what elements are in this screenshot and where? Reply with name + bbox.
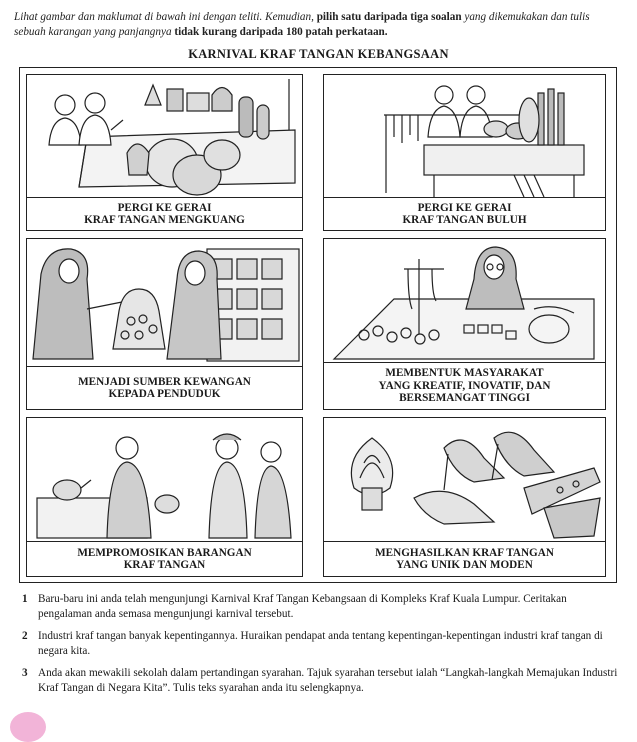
panel-buluh-stall [323,74,606,231]
caption-line: MENJADI SUMBER KEWANGAN [78,375,251,388]
page-corner-mark [10,712,46,742]
caption-line: PERGI KE GERAI [417,201,512,214]
illustration-frame [19,67,617,583]
instruction-text-2: Kemudian, [265,11,314,23]
instruction-text-1: Lihat gambar dan maklumat di bawah ini dengan teliti. [14,11,263,23]
panel-unik-moden [323,417,606,577]
caption-line: PERGI KE GERAI [117,201,212,214]
question-item [22,629,618,658]
caption-line: KEPADA PENDUDUK [108,388,221,400]
mempromosikan-illustration [27,418,304,542]
caption-line: KRAF TANGAN BULUH [402,214,527,226]
caption-line: BERSEMANGAT TINGGI [399,392,530,405]
panel-caption [27,541,302,576]
panel-caption [324,362,605,409]
panel-caption [27,366,302,409]
question-text: Baru-baru ini anda telah mengunjungi Karnival Kraf Tangan Kebangsaan di Kompleks Kraf Kuala Lumpur. Ceritakan pengalaman anda semasa mengunjungi karnival tersebut. [38,593,567,620]
instruction-text-3: yang dikemukakan dan tulis sebuah karangan yang panjangnya [14,11,590,38]
caption-line: MEMPROMOSIKAN BARANGAN [77,546,252,559]
question-item [22,666,618,695]
question-text: Industri kraf tangan banyak kepentingannya. Huraikan pendapat anda tentang kepentingan-kepentingan industri kraf tangan di negara kita. [38,630,603,657]
panel-caption [27,197,302,230]
caption-line: MEMBENTUK MASYARAKAT [385,367,544,380]
mengkuang-stall-illustration [27,75,304,200]
question-text: Anda akan mewakili sekolah dalam pertandingan syarahan. Tajuk syarahan tersebut ialah “Langkah-langkah Memajukan Industri Kraf Tangan di Negara Kita”. Tulis teks syarahan anda itu selengkapnya. [38,667,618,694]
caption-line: YANG UNIK DAN MODEN [396,559,533,571]
buluh-stall-illustration [324,75,607,200]
unik-moden-illustration [324,418,607,542]
panel-mengkuang-stall [26,74,303,231]
panel-caption [324,541,605,576]
panel-masyarakat-kreatif [323,238,606,410]
masyarakat-kreatif-illustration [324,239,607,363]
instruction-bold-1: pilih satu daripada tiga soalan [316,11,462,23]
question-list [22,592,618,703]
panel-caption [324,197,605,230]
caption-line: KRAF TANGAN [123,559,206,571]
panel-mempromosikan [26,417,303,577]
question-number: 2 [22,630,28,642]
caption-line: YANG KREATIF, INOVATIF, DAN [378,379,551,392]
page-title: KARNIVAL KRAF TANGAN KEBANGSAAN [188,47,449,61]
sumber-kewangan-illustration [27,239,304,367]
caption-line: KRAF TANGAN MENGKUANG [84,214,245,226]
instructions [14,10,622,40]
question-number: 1 [22,593,28,605]
caption-line: MENGHASILKAN KRAF TANGAN [375,546,554,559]
question-number: 3 [22,667,28,679]
instruction-bold-2: tidak kurang daripada 180 patah perkataan. [174,26,388,38]
question-item [22,592,618,621]
panel-sumber-kewangan [26,238,303,410]
